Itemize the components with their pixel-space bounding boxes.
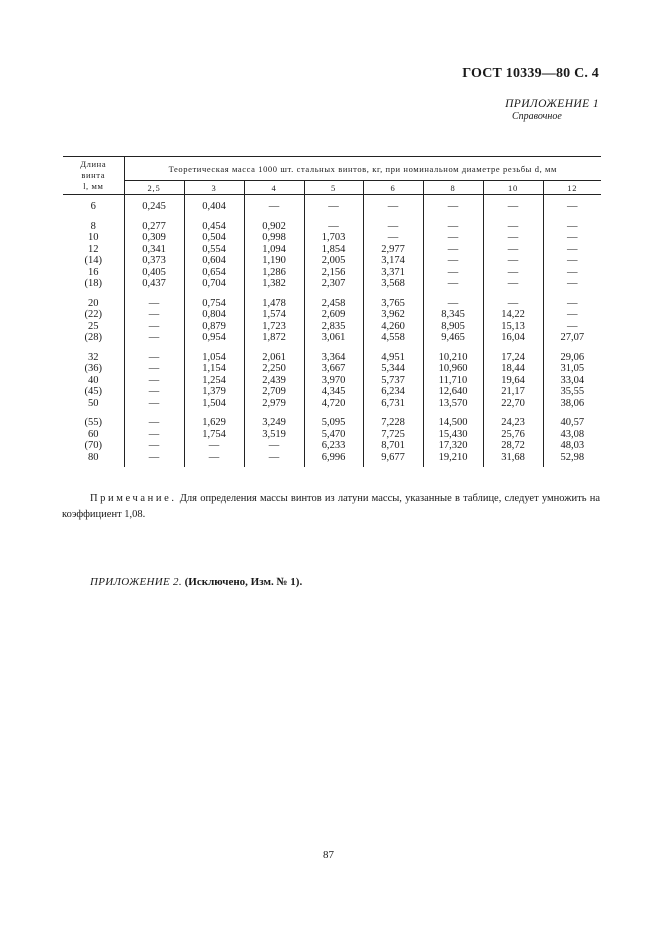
mass-cell: 2,609: [304, 309, 363, 321]
table-row: [63, 244, 601, 256]
diameter-header: 6: [363, 181, 423, 195]
mass-cell: 4,558: [363, 332, 423, 344]
mass-cell: 0,277: [124, 213, 184, 233]
mass-cell: 3,970: [304, 375, 363, 387]
mass-cell: 0,437: [124, 278, 184, 290]
mass-cell: —: [363, 213, 423, 233]
length-cell: (18): [63, 278, 124, 290]
table-row: [63, 309, 601, 321]
mass-cell: 10,960: [423, 363, 483, 375]
table-row: [63, 440, 601, 452]
mass-cell: 2,458: [304, 290, 363, 310]
table-row: [63, 267, 601, 279]
mass-cell: —: [184, 440, 244, 452]
mass-cell: 1,382: [244, 278, 304, 290]
mass-cell: 9,677: [363, 452, 423, 468]
mass-cell: 31,05: [560, 363, 585, 374]
mass-cell: —: [124, 429, 184, 441]
table-note: [62, 491, 600, 523]
length-header-line: винта: [81, 170, 106, 180]
mass-cell: —: [124, 290, 184, 310]
mass-cell: —: [483, 232, 543, 244]
mass-cell: —: [483, 213, 543, 233]
mass-cell: 29,06: [560, 351, 585, 363]
mass-cell: 12,640: [423, 386, 483, 398]
note-label: Примечание.: [90, 493, 177, 504]
mass-cell: 8,701: [363, 440, 423, 452]
length-cell: 32: [63, 344, 124, 364]
mass-cell: 24,23: [483, 409, 543, 429]
mass-cell: 22,70: [483, 398, 543, 410]
diameter-header: 2,5: [124, 181, 184, 195]
length-cell: 40: [63, 375, 124, 387]
mass-cell: 18,44: [483, 363, 543, 375]
mass-cell: 6,233: [304, 440, 363, 452]
mass-cell: 4,260: [363, 321, 423, 333]
mass-cell: 17,320: [423, 440, 483, 452]
appendix-title: ПРИЛОЖЕНИЕ 1: [505, 98, 599, 110]
mass-cell: 1,754: [184, 429, 244, 441]
mass-cell: 2,061: [244, 344, 304, 364]
length-header-line: Длина: [80, 159, 107, 169]
mass-cell: 35,55: [560, 386, 585, 397]
length-cell: 8: [63, 213, 124, 233]
mass-cell: —: [124, 375, 184, 387]
mass-cell: 7,228: [363, 409, 423, 429]
mass-cell: —: [423, 195, 483, 213]
mass-cell: 0,954: [184, 332, 244, 344]
mass-cell: 11,710: [423, 375, 483, 387]
table-row: [63, 409, 601, 429]
mass-cell: —: [124, 321, 184, 333]
mass-cell: 48,03: [560, 440, 585, 451]
table-row: [63, 332, 601, 344]
mass-cell: —: [124, 398, 184, 410]
note-text: Для определения массы винтов из латуни массы, указанные в таблице, следует умножить на коэффициент 1,08.: [62, 493, 600, 520]
mass-cell: 5,737: [363, 375, 423, 387]
mass-cell: 0,373: [124, 255, 184, 267]
mass-cell: 38,06: [560, 397, 585, 409]
mass-cell: 0,554: [184, 244, 244, 256]
mass-cell: 1,504: [184, 398, 244, 410]
mass-cell: 27,07: [560, 332, 585, 343]
mass-cell: —: [567, 243, 578, 255]
mass-cell: 3,519: [244, 429, 304, 441]
mass-cell: 6,996: [304, 452, 363, 468]
mass-cell: 2,977: [363, 244, 423, 256]
mass-cell: —: [483, 267, 543, 279]
table-row: [63, 386, 601, 398]
mass-cell: —: [124, 440, 184, 452]
mass-cell: —: [363, 232, 423, 244]
length-cell: (28): [63, 332, 124, 344]
mass-cell: 1,154: [184, 363, 244, 375]
length-cell: 10: [63, 232, 124, 244]
length-cell: (36): [63, 363, 124, 375]
mass-cell: —: [567, 320, 578, 332]
length-cell: 12: [63, 244, 124, 256]
length-cell: 6: [63, 195, 124, 213]
diameter-header: 10: [483, 181, 543, 195]
mass-cell: 2,835: [304, 321, 363, 333]
mass-cell: —: [483, 195, 543, 213]
mass-cell: 52,98: [560, 451, 585, 463]
mass-column-header: Теоретическая масса 1000 шт. стальных винтов, кг, при номинальном диаметре резьбы d, мм: [124, 157, 601, 181]
mass-cell: 19,64: [483, 375, 543, 387]
length-header-line: l, мм: [83, 181, 104, 191]
mass-cell: 8,345: [423, 309, 483, 321]
mass-cell: —: [184, 452, 244, 468]
mass-cell: —: [304, 195, 363, 213]
mass-cell: —: [304, 213, 363, 233]
table-row: [63, 398, 601, 410]
table-row: [63, 452, 601, 468]
mass-cell: —: [567, 297, 578, 309]
mass-cell: —: [567, 278, 578, 289]
table-row: [63, 375, 601, 387]
mass-cell: 0,902: [244, 213, 304, 233]
mass-cell: —: [423, 278, 483, 290]
mass-cell: 7,725: [363, 429, 423, 441]
mass-cell: —: [363, 195, 423, 213]
mass-cell: 0,404: [184, 195, 244, 213]
mass-cell: —: [423, 255, 483, 267]
diameter-header: 5: [304, 181, 363, 195]
mass-cell: 1,379: [184, 386, 244, 398]
mass-cell: —: [423, 213, 483, 233]
mass-cell: 0,245: [124, 195, 184, 213]
mass-cell: —: [423, 267, 483, 279]
appendix-subtitle: Справочное: [512, 111, 562, 122]
mass-cell: 14,500: [423, 409, 483, 429]
mass-cell: 6,234: [363, 386, 423, 398]
mass-cell: 10,210: [423, 344, 483, 364]
mass-cell: —: [567, 255, 578, 266]
table-row: [63, 278, 601, 290]
mass-cell: —: [567, 309, 578, 320]
mass-cell: 1,286: [244, 267, 304, 279]
mass-cell: 0,704: [184, 278, 244, 290]
mass-cell: 2,979: [244, 398, 304, 410]
table-row: [63, 321, 601, 333]
diameter-header: 4: [244, 181, 304, 195]
length-cell: 25: [63, 321, 124, 333]
mass-cell: —: [423, 290, 483, 310]
diameter-header: 3: [184, 181, 244, 195]
mass-cell: —: [423, 232, 483, 244]
mass-cell: 1,478: [244, 290, 304, 310]
mass-cell: —: [483, 255, 543, 267]
mass-cell: 13,570: [423, 398, 483, 410]
mass-cell: —: [567, 220, 578, 232]
mass-cell: 31,68: [483, 452, 543, 468]
table-row: [63, 344, 601, 364]
mass-cell: 3,061: [304, 332, 363, 344]
length-cell: (70): [63, 440, 124, 452]
mass-cell: 4,951: [363, 344, 423, 364]
mass-cell: —: [124, 386, 184, 398]
mass-cell: 19,210: [423, 452, 483, 468]
appendix-2-status: (Исключено, Изм. № 1).: [181, 576, 303, 588]
mass-cell: 2,439: [244, 375, 304, 387]
length-cell: (14): [63, 255, 124, 267]
length-column-header: [63, 157, 124, 195]
mass-cell: —: [483, 244, 543, 256]
mass-cell: —: [124, 332, 184, 344]
length-cell: 60: [63, 429, 124, 441]
table-row: [63, 195, 601, 213]
mass-cell: —: [124, 344, 184, 364]
mass-cell: 8,905: [423, 321, 483, 333]
mass-cell: 3,765: [363, 290, 423, 310]
mass-cell: 3,249: [244, 409, 304, 429]
length-cell: 16: [63, 267, 124, 279]
mass-cell: —: [483, 278, 543, 290]
mass-cell: —: [567, 266, 578, 278]
table-row: [63, 232, 601, 244]
mass-cell: 1,190: [244, 255, 304, 267]
mass-cell: 2,005: [304, 255, 363, 267]
mass-cell: 17,24: [483, 344, 543, 364]
table-row: [63, 363, 601, 375]
mass-cell: 1,723: [244, 321, 304, 333]
mass-cell: 0,998: [244, 232, 304, 244]
screw-mass-table: [63, 156, 601, 467]
mass-cell: 2,156: [304, 267, 363, 279]
mass-cell: 9,465: [423, 332, 483, 344]
mass-cell: —: [567, 232, 578, 243]
diameter-header: 8: [423, 181, 483, 195]
mass-cell: 2,250: [244, 363, 304, 375]
mass-cell: —: [483, 290, 543, 310]
mass-cell: —: [124, 409, 184, 429]
mass-cell: 1,574: [244, 309, 304, 321]
mass-cell: —: [124, 309, 184, 321]
mass-cell: 5,470: [304, 429, 363, 441]
mass-cell: 5,344: [363, 363, 423, 375]
mass-cell: 33,04: [560, 374, 585, 386]
mass-cell: 1,094: [244, 244, 304, 256]
mass-cell: 1,629: [184, 409, 244, 429]
mass-cell: —: [124, 363, 184, 375]
mass-cell: —: [423, 244, 483, 256]
mass-cell: 15,430: [423, 429, 483, 441]
mass-cell: 3,667: [304, 363, 363, 375]
mass-cell: 1,854: [304, 244, 363, 256]
mass-cell: 0,804: [184, 309, 244, 321]
page-number: 87: [323, 849, 334, 861]
mass-cell: 3,174: [363, 255, 423, 267]
mass-cell: 0,341: [124, 244, 184, 256]
diameter-header: 12: [543, 181, 601, 195]
length-cell: (22): [63, 309, 124, 321]
mass-cell: 40,57: [560, 417, 585, 428]
length-cell: (45): [63, 386, 124, 398]
table-body: [63, 195, 601, 468]
mass-cell: 0,654: [184, 267, 244, 279]
mass-cell: 1,254: [184, 375, 244, 387]
mass-cell: 1,872: [244, 332, 304, 344]
mass-cell: 16,04: [483, 332, 543, 344]
mass-cell: 43,08: [560, 428, 585, 440]
mass-cell: —: [244, 440, 304, 452]
mass-cell: 3,371: [363, 267, 423, 279]
length-cell: 50: [63, 398, 124, 410]
mass-cell: 1,703: [304, 232, 363, 244]
mass-cell: 0,879: [184, 321, 244, 333]
table-row: [63, 429, 601, 441]
mass-cell: 28,72: [483, 440, 543, 452]
mass-cell: 3,962: [363, 309, 423, 321]
mass-cell: 6,731: [363, 398, 423, 410]
mass-cell: —: [244, 452, 304, 468]
mass-cell: 21,17: [483, 386, 543, 398]
appendix-2-title: ПРИЛОЖЕНИЕ 2.: [90, 576, 182, 588]
mass-cell: —: [124, 452, 184, 468]
length-cell: (55): [63, 409, 124, 429]
mass-cell: —: [244, 195, 304, 213]
mass-cell: 2,307: [304, 278, 363, 290]
mass-cell: 0,504: [184, 232, 244, 244]
table-row: [63, 213, 601, 233]
mass-cell: 3,364: [304, 344, 363, 364]
mass-cell: 4,345: [304, 386, 363, 398]
length-cell: 80: [63, 452, 124, 468]
mass-cell: 0,754: [184, 290, 244, 310]
mass-cell: 0,604: [184, 255, 244, 267]
mass-cell: 1,054: [184, 344, 244, 364]
mass-cell: 0,454: [184, 213, 244, 233]
mass-cell: 0,309: [124, 232, 184, 244]
mass-cell: 5,095: [304, 409, 363, 429]
mass-cell: 2,709: [244, 386, 304, 398]
mass-cell: 4,720: [304, 398, 363, 410]
table-row: [63, 290, 601, 310]
mass-cell: —: [567, 201, 578, 212]
length-cell: 20: [63, 290, 124, 310]
mass-cell: 0,405: [124, 267, 184, 279]
mass-cell: 25,76: [483, 429, 543, 441]
table-row: [63, 255, 601, 267]
appendix-2-line: [90, 576, 302, 588]
screw-mass-table-wrapper: [63, 156, 601, 467]
mass-cell: 15,13: [483, 321, 543, 333]
document-code: ГОСТ 10339—80 С. 4: [462, 66, 599, 81]
mass-cell: 3,568: [363, 278, 423, 290]
mass-cell: 14,22: [483, 309, 543, 321]
